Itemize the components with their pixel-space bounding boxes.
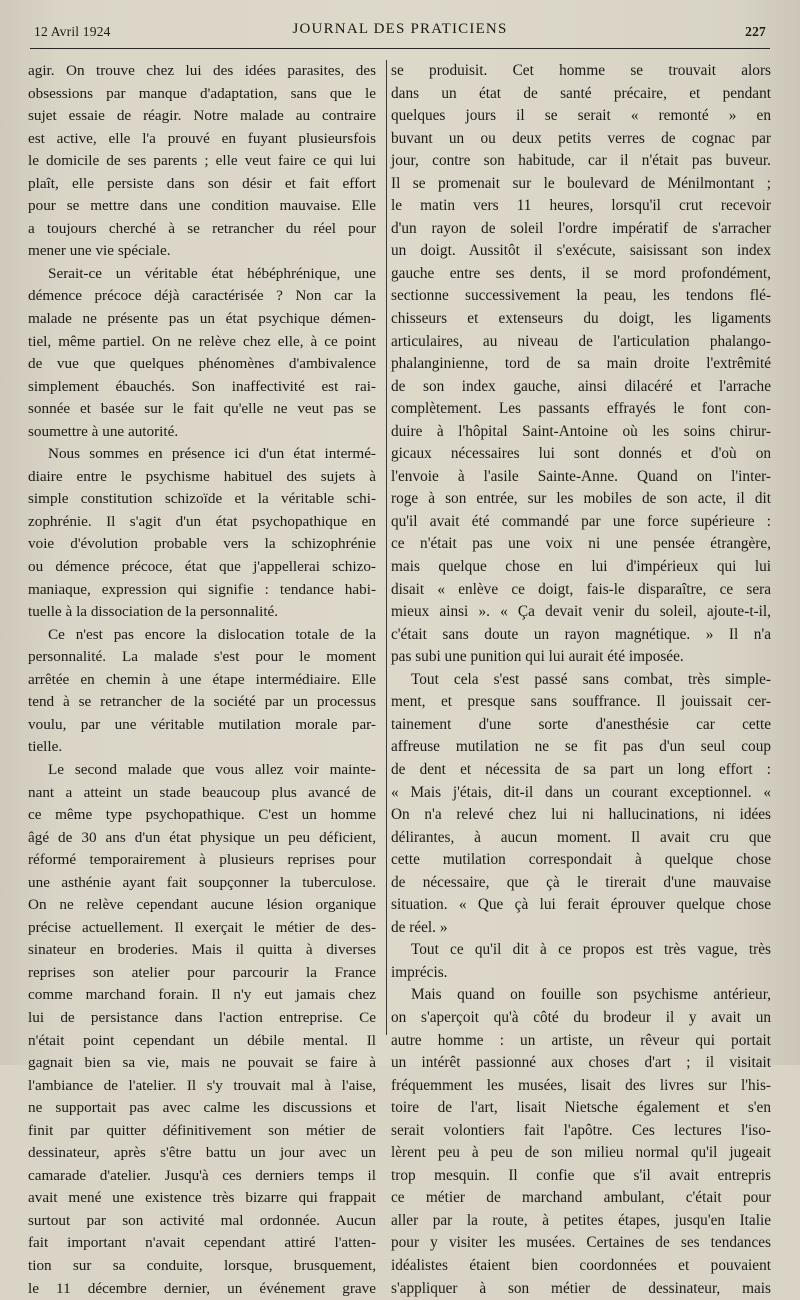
- journal-title: JOURNAL DES PRATICIENS: [292, 21, 508, 37]
- text-line: ment, et presque sans souffrance. Il jouissait cer-: [391, 693, 771, 711]
- text-line: autre homme : un artiste, un rêveur qui portait: [391, 1031, 771, 1049]
- text-line: Nous sommes en présence ici d'un état intermé-: [48, 445, 376, 463]
- page-number: 227: [745, 24, 766, 39]
- text-line: d'un rayon de soleil l'ordre impératif de s'arracher: [391, 219, 771, 237]
- text-line: s'appliquer à son métier de dessinateur, mais: [391, 1279, 771, 1297]
- text-line: âgé de 30 ans d'un état physique un peu déficient,: [28, 828, 376, 846]
- text-line: serait volontiers fait l'apôtre. Ces lectures l'iso-: [391, 1121, 771, 1139]
- text-line: c'était sans doute un rayon magnétique. » Il n'a: [391, 625, 771, 643]
- text-line: voie d'évolution probable vers la schizophrénie: [28, 535, 376, 553]
- text-line: reprises son atelier pour parcourir la France: [28, 963, 376, 981]
- text-line: trop mesquin. Il confie que s'il avait entrepris: [391, 1166, 771, 1184]
- text-line: sinateur en broderies. Mais il quitta à diverses: [28, 941, 376, 959]
- text-line: tielle.: [28, 738, 63, 756]
- text-line: Tout cela s'est passé sans combat, très simple-: [411, 670, 771, 688]
- text-line: tion sur sa conduite, lorsque, brusquement,: [28, 1256, 376, 1274]
- text-line: chisseurs et extenseurs du doigt, les ligaments: [391, 310, 771, 328]
- text-line: Serait-ce un véritable état hébéphrénique, une: [48, 264, 376, 282]
- text-line: duire à l'hôpital Saint-Antoine où les soins chirur-: [391, 422, 771, 440]
- text-line: délirantes, à aucun moment. Il avait cru que: [391, 828, 771, 846]
- text-line: pour se mettre dans une condition mauvaise. Elle: [28, 197, 376, 215]
- header-rule: [30, 48, 770, 49]
- text-line: obsessions par manque d'adaptation, sans que le: [28, 84, 376, 102]
- text-line: de son index gauche, ainsi dilacéré et l'arrache: [391, 377, 771, 395]
- text-line: le domicile de ses parents ; elle veut faire ce qui lui: [28, 152, 376, 170]
- text-line: simplement ébauchés. Son inaffectivité est rai-: [28, 377, 376, 395]
- text-line: mais quelque chose en lui d'impérieux qui lui: [391, 558, 771, 576]
- text-line: tiel, même partiel. On ne relève chez elle, à ce point: [28, 332, 376, 350]
- text-line: tuelle à la dissociation de la personnalité.: [28, 603, 279, 621]
- text-line: tend à se retrancher de la société par un processus: [28, 693, 376, 711]
- text-line: précise actuellement. Il exerçait le métier de des-: [28, 918, 376, 936]
- text-line: complètement. Les passants effrayés le font con-: [391, 400, 771, 418]
- text-line: lui de persistance dans l'action entreprise. Ce: [28, 1008, 376, 1026]
- text-line: de dent et nécessita de sa part un long effort :: [391, 760, 771, 778]
- text-line: avait mené une existence très bizarre qui frappait: [28, 1189, 376, 1207]
- text-line: camarade d'atelier. Jusqu'à ces derniers temps il: [28, 1166, 376, 1184]
- column-divider: [386, 60, 387, 1035]
- text-line: sectionne successivement la peau, les tendons flé-: [391, 287, 771, 305]
- text-line: phalanginienne, tord de sa main droite l'extrêmité: [391, 355, 771, 373]
- text-line: est active, elle l'a prouvé en fuyant plusieursfois: [28, 129, 376, 147]
- text-line: affreuse mutilation ne se fit pas d'un seul coup: [391, 738, 771, 756]
- text-line: ou démence précoce, état que j'appellerai schizo-: [28, 558, 376, 576]
- text-line: Il se promenait sur le boulevard de Ménilmontant ;: [391, 174, 771, 192]
- text-line: ce n'était pas une voix ni une pensée étrangère,: [391, 535, 771, 553]
- text-line: On ne relève cependant aucune lésion organique: [28, 896, 376, 914]
- text-line: comme marchand forain. Il n'y eut jamais chez: [28, 986, 376, 1004]
- text-line: mieux ainsi ». « Ça devait venir du soleil, ajoute-t-il,: [391, 603, 771, 621]
- text-line: mener une vie spéciale.: [28, 242, 171, 260]
- text-line: Ce n'est pas encore la dislocation totale de la: [48, 625, 376, 643]
- text-line: situation. « Que çà lui ferait éprouver quelque chose: [391, 896, 771, 914]
- text-line: fait important n'avait cependant attiré l'atten-: [28, 1234, 376, 1252]
- text-line: diaire entre le psychisme habituel des sujets à: [28, 467, 376, 485]
- text-line: articulaires, au niveau de l'articulation phalango-: [391, 332, 771, 350]
- text-line: une asthénie ayant fait soupçonner la tuberculose.: [28, 873, 376, 891]
- text-line: On n'a relevé chez lui ni hallucinations, ni idées: [391, 806, 771, 824]
- text-line: malade ne présente pas un état psychique démen-: [28, 310, 376, 328]
- text-line: ne supportait pas avec calme les discussions et: [28, 1099, 376, 1117]
- issue-date: 12 Avril 1924: [34, 24, 111, 39]
- text-line: simple constitution schizoïde et la véritable schi-: [28, 490, 376, 508]
- text-line: se produisit. Cet homme se trouvait alors: [391, 62, 771, 79]
- text-line: n'était point cependant un débile mental. Il: [28, 1031, 376, 1049]
- text-line: buvant un ou deux petits verres de cognac par: [391, 129, 771, 147]
- text-line: imprécis.: [391, 963, 448, 981]
- text-line: pour y visiter les musées. Certaines de ses tendances: [391, 1234, 771, 1252]
- text-line: Le second malade que vous allez voir mainte-: [48, 760, 376, 778]
- text-line: maniaque, expression qui signifie : tendance habi-: [28, 580, 376, 598]
- left-text-column: [28, 60, 376, 1300]
- text-line: l'ambiance de l'atelier. Il s'y trouvait mal à l'aise,: [28, 1076, 376, 1094]
- text-line: réformé temporairement à plusieurs reprises pour: [28, 851, 376, 869]
- text-line: gagnait bien sa vie, mais ne pouvait se faire à: [28, 1054, 376, 1072]
- text-line: nant a atteint un stade beaucoup plus avancé de: [28, 783, 376, 801]
- text-line: de vue que quelques phénomènes d'ambivalence: [28, 355, 376, 373]
- text-line: roge à son entrée, sur les mobiles de son acte, il dit: [391, 490, 771, 508]
- running-header: [34, 20, 766, 44]
- text-line: soumettre à une autorité.: [28, 422, 179, 440]
- text-line: cette mutilation correspondait à quelque chose: [391, 851, 771, 869]
- text-line: gauche entre ses dents, il se mord profondément,: [391, 264, 771, 282]
- text-line: arrêtée en chemin à une étape intermédiaire. Elle: [28, 670, 376, 688]
- text-line: aller par la route, à petites étapes, jusqu'en Italie: [391, 1211, 771, 1229]
- text-line: un doigt. Aussitôt il s'exécute, saisissant son index: [391, 242, 771, 260]
- text-line: qu'il avait été commandé par une force supérieure :: [391, 512, 771, 530]
- text-line: personnalité. La malade s'est pour le moment: [28, 648, 376, 666]
- text-line: l'envoie à l'asile Sainte-Anne. Quand on l'inter-: [391, 467, 771, 485]
- text-line: « Mais j'étais, dit-il dans un courant exceptionnel. «: [391, 783, 771, 801]
- text-line: ce même type psychopathique. C'est un homme: [28, 806, 376, 824]
- text-line: lèrent peu à peu de son milieu normal qu'il jugeait: [391, 1144, 771, 1162]
- text-line: voulu, par une véritable mutilation morale par-: [28, 715, 376, 733]
- text-line: a toujours cherché à se retrancher du réel pour: [28, 219, 376, 237]
- text-line: gicaux nécessaires lui sont donnés et d'où on: [391, 445, 771, 463]
- text-line: finit par quitter définitivement son métier de: [28, 1121, 376, 1139]
- text-line: agir. On trouve chez lui des idées parasites, des: [28, 62, 376, 79]
- text-line: idéalistes étaient bien coordonnées et pouvaient: [391, 1256, 771, 1274]
- text-line: zophrénie. Il s'agit d'un état psychopathique en: [28, 512, 376, 530]
- text-line: sonnée et basée sur le fait qu'elle ne veut pas se: [28, 400, 376, 418]
- text-line: tainement d'une sorte d'anesthésie car cette: [391, 715, 771, 733]
- text-line: jour, contre son habitude, car il n'était pas buveur.: [391, 152, 771, 170]
- text-line: quelques jours il se serait « remonté » en: [391, 107, 771, 125]
- text-line: dans un état de santé précaire, et pendant: [391, 84, 771, 102]
- text-line: Tout ce qu'il dit à ce propos est très vague, très: [411, 941, 771, 959]
- text-line: plaît, elle persiste dans son désir et fait effort: [28, 174, 376, 192]
- text-line: un intérêt passionné aux choses d'art ; il visitait: [391, 1054, 771, 1072]
- text-line: dessinateur, après s'être battu un jour avec un: [28, 1144, 376, 1162]
- text-line: ce métier de marchand ambulant, c'était pour: [391, 1189, 771, 1207]
- right-text-column: [391, 60, 771, 1300]
- text-line: le 11 décembre dernier, un événement grave: [28, 1279, 376, 1297]
- text-line: surtout par son activité mal ordonnée. Aucun: [28, 1211, 376, 1229]
- text-line: toire de l'art, lisait Nietsche également et s'en: [391, 1099, 771, 1117]
- text-line: on s'aperçoit qu'à côté du brodeur il y avait un: [391, 1008, 771, 1026]
- text-line: le matin vers 11 heures, lorsqu'il crut recevoir: [391, 197, 771, 215]
- text-line: pas subi une punition qui lui aurait été imposée.: [391, 648, 684, 666]
- text-line: de réel. »: [391, 918, 448, 936]
- text-line: démence précoce déjà caractérisée ? Non car la: [28, 287, 376, 305]
- text-line: sujet essaie de réagir. Notre malade au contraire: [28, 107, 376, 125]
- text-line: Mais quand on fouille son psychisme antérieur,: [411, 986, 771, 1004]
- text-line: fréquemment les musées, lisait des livres sur l'his-: [391, 1076, 771, 1094]
- text-line: de nécessaire, que çà le tirerait d'une mauvaise: [391, 873, 771, 891]
- text-line: disait « enlève ce doigt, fais-le disparaître, ce sera: [391, 580, 771, 598]
